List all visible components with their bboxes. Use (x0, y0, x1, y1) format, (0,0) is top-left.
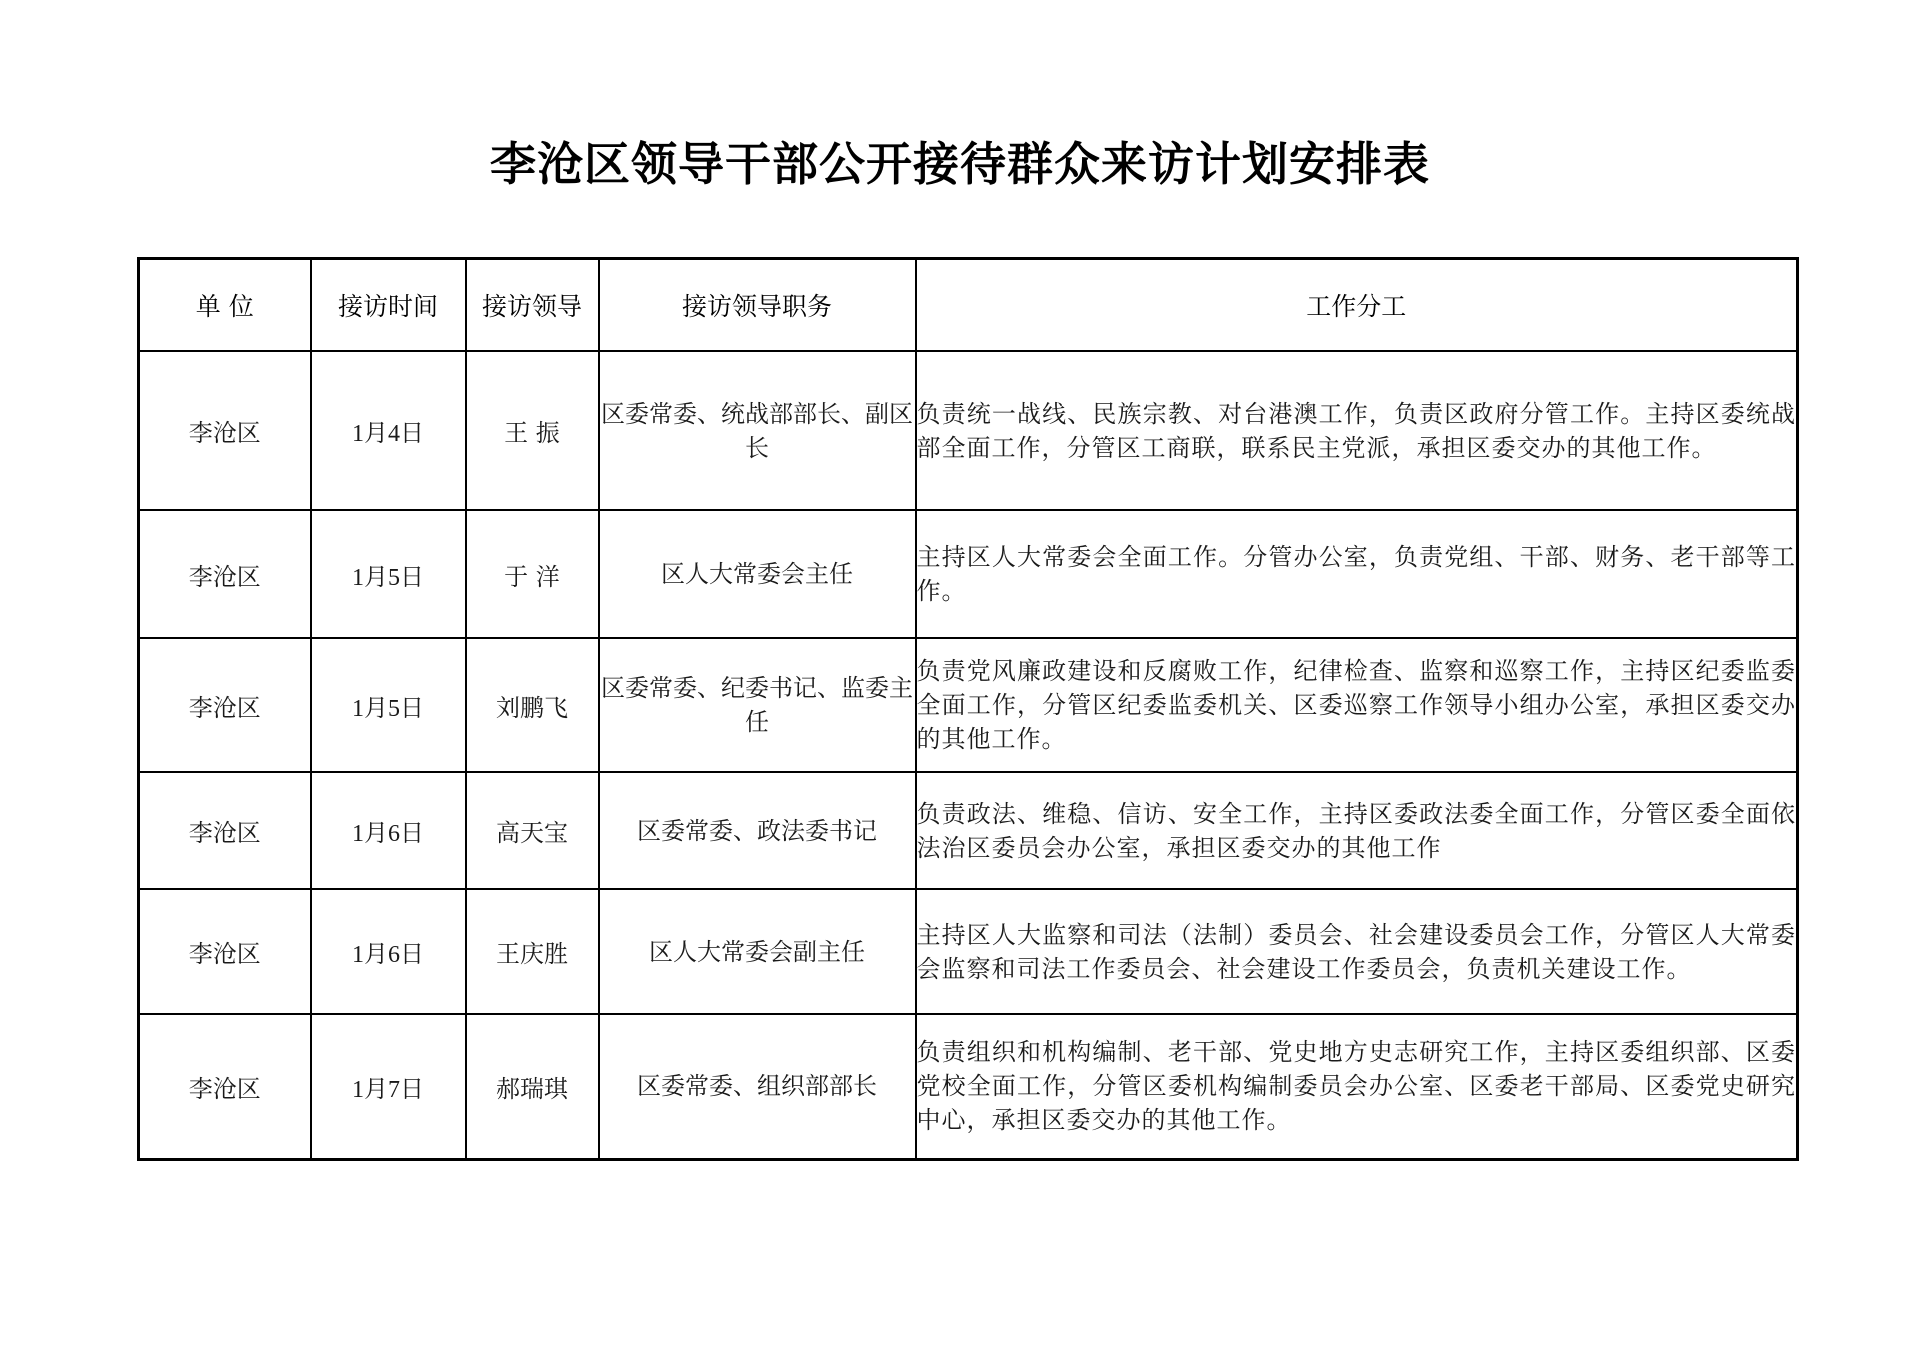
cell-position: 区委常委、政法委书记 (599, 772, 916, 889)
cell-leader: 刘鹏飞 (466, 638, 599, 772)
cell-position: 区委常委、纪委书记、监委主任 (599, 638, 916, 772)
cell-leader: 王庆胜 (466, 889, 599, 1014)
page-title: 李沧区领导干部公开接待群众来访计划安排表 (490, 137, 1430, 191)
cell-duty: 负责政法、维稳、信访、安全工作，主持区委政法委全面工作，分管区委全面依法治区委员会办公室，承担区委交办的其他工作 (916, 772, 1798, 889)
table-row (139, 772, 1798, 889)
cell-unit: 李沧区 (139, 351, 311, 510)
cell-unit: 李沧区 (139, 1014, 311, 1159)
table-row (139, 351, 1798, 510)
cell-time: 1月6日 (311, 889, 466, 1014)
table-row (139, 889, 1798, 1014)
cell-position: 区人大常委会副主任 (599, 889, 916, 1014)
cell-leader: 于 洋 (466, 510, 599, 638)
cell-time: 1月7日 (311, 1014, 466, 1159)
table-header-row (139, 259, 1798, 352)
cell-position: 区人大常委会主任 (599, 510, 916, 638)
cell-unit: 李沧区 (139, 638, 311, 772)
table-row (139, 1014, 1798, 1159)
cell-unit: 李沧区 (139, 889, 311, 1014)
header-position: 接访领导职务 (599, 259, 916, 352)
header-unit: 单 位 (139, 259, 311, 352)
table-row (139, 638, 1798, 772)
cell-duty: 主持区人大常委会全面工作。分管办公室，负责党组、干部、财务、老干部等工作。 (916, 510, 1798, 638)
cell-time: 1月5日 (311, 510, 466, 638)
cell-duty: 负责统一战线、民族宗教、对台港澳工作，负责区政府分管工作。主持区委统战部全面工作，分管区工商联，联系民主党派，承担区委交办的其他工作。 (916, 351, 1798, 510)
cell-duty: 主持区人大监察和司法（法制）委员会、社会建设委员会工作，分管区人大常委会监察和司法工作委员会、社会建设工作委员会，负责机关建设工作。 (916, 889, 1798, 1014)
cell-position: 区委常委、统战部部长、副区长 (599, 351, 916, 510)
cell-unit: 李沧区 (139, 510, 311, 638)
header-time: 接访时间 (311, 259, 466, 352)
cell-leader: 郝瑞琪 (466, 1014, 599, 1159)
schedule-table (137, 257, 1799, 1161)
cell-duty: 负责党风廉政建设和反腐败工作，纪律检查、监察和巡察工作，主持区纪委监委全面工作，分管区纪委监委机关、区委巡察工作领导小组办公室，承担区委交办的其他工作。 (916, 638, 1798, 772)
cell-time: 1月6日 (311, 772, 466, 889)
header-duty: 工作分工 (916, 259, 1798, 352)
cell-leader: 高天宝 (466, 772, 599, 889)
cell-leader: 王 振 (466, 351, 599, 510)
cell-duty: 负责组织和机构编制、老干部、党史地方史志研究工作，主持区委组织部、区委党校全面工作，分管区委机构编制委员会办公室、区委老干部局、区委党史研究中心，承担区委交办的其他工作。 (916, 1014, 1798, 1159)
table-row (139, 510, 1798, 638)
cell-time: 1月5日 (311, 638, 466, 772)
header-leader: 接访领导 (466, 259, 599, 352)
cell-time: 1月4日 (311, 351, 466, 510)
cell-unit: 李沧区 (139, 772, 311, 889)
cell-position: 区委常委、组织部部长 (599, 1014, 916, 1159)
